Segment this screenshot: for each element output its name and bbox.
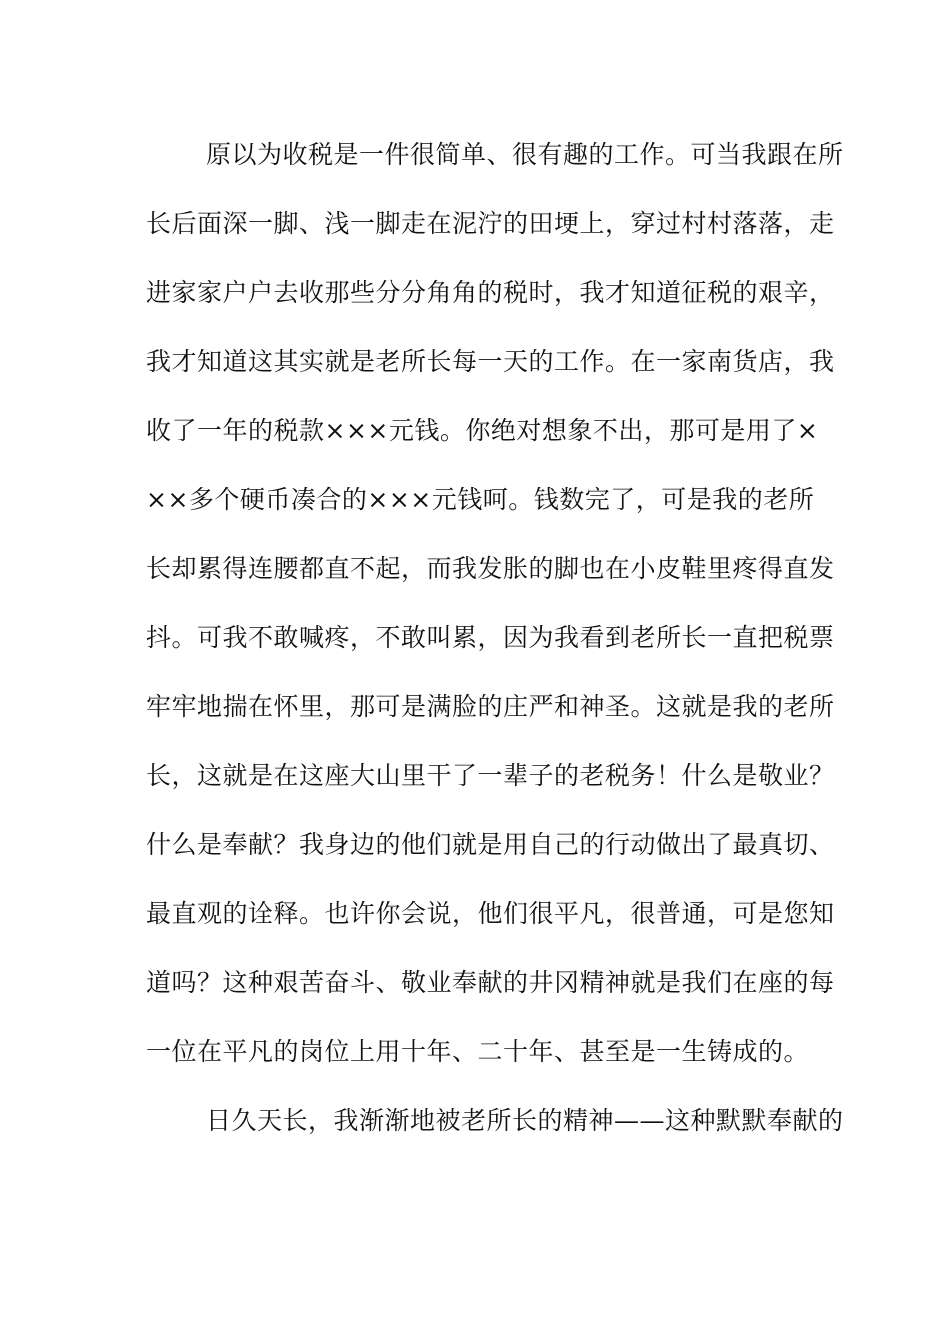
body-text — [146, 120, 844, 1155]
paragraph-1-line-1: 原以为收税是一件很简单、很有趣的工作。可当我跟在所 — [206, 140, 844, 169]
paragraph-1-line-14: 一位在平凡的岗位上用十年、二十年、甚至是一生铸成的。 — [146, 1037, 810, 1066]
paragraph-2-line-1: 日久天长，我渐渐地被老所长的精神——这种默默奉献的 — [206, 1106, 844, 1135]
paragraph-1-line-6: ××多个硬币凑合的×××元钱呵。钱数完了，可是我的老所 — [146, 485, 815, 514]
paragraph-1-line-11: 什么是奉献？我身边的他们就是用自己的行动做出了最真切、 — [146, 830, 835, 859]
paragraph-1-line-3: 进家家户户去收那些分分角角的税时，我才知道征税的艰辛， — [146, 278, 835, 307]
paragraph-1-line-9: 牢牢地揣在怀里，那可是满脸的庄严和神圣。这就是我的老所 — [146, 692, 835, 721]
paragraph-1-line-7: 长却累得连腰都直不起，而我发胀的脚也在小皮鞋里疼得直发 — [146, 554, 835, 583]
paragraph-1-line-8: 抖。可我不敢喊疼，不敢叫累，因为我看到老所长一直把税票 — [146, 623, 835, 652]
paragraph-1-line-5: 收了一年的税款×××元钱。你绝对想象不出，那可是用了× — [146, 416, 819, 445]
paragraph-1-line-12: 最直观的诠释。也许你会说，他们很平凡，很普通，可是您知 — [146, 899, 835, 928]
paragraph-1-line-13: 道吗？这种艰苦奋斗、敬业奉献的井冈精神就是我们在座的每 — [146, 968, 835, 997]
paragraph-1-line-4: 我才知道这其实就是老所长每一天的工作。在一家南货店，我 — [146, 347, 835, 376]
paragraph-1-line-2: 长后面深一脚、浅一脚走在泥泞的田埂上，穿过村村落落，走 — [146, 209, 835, 238]
paragraph-1-line-10: 长，这就是在这座大山里干了一辈子的老税务！什么是敬业？ — [146, 761, 835, 790]
